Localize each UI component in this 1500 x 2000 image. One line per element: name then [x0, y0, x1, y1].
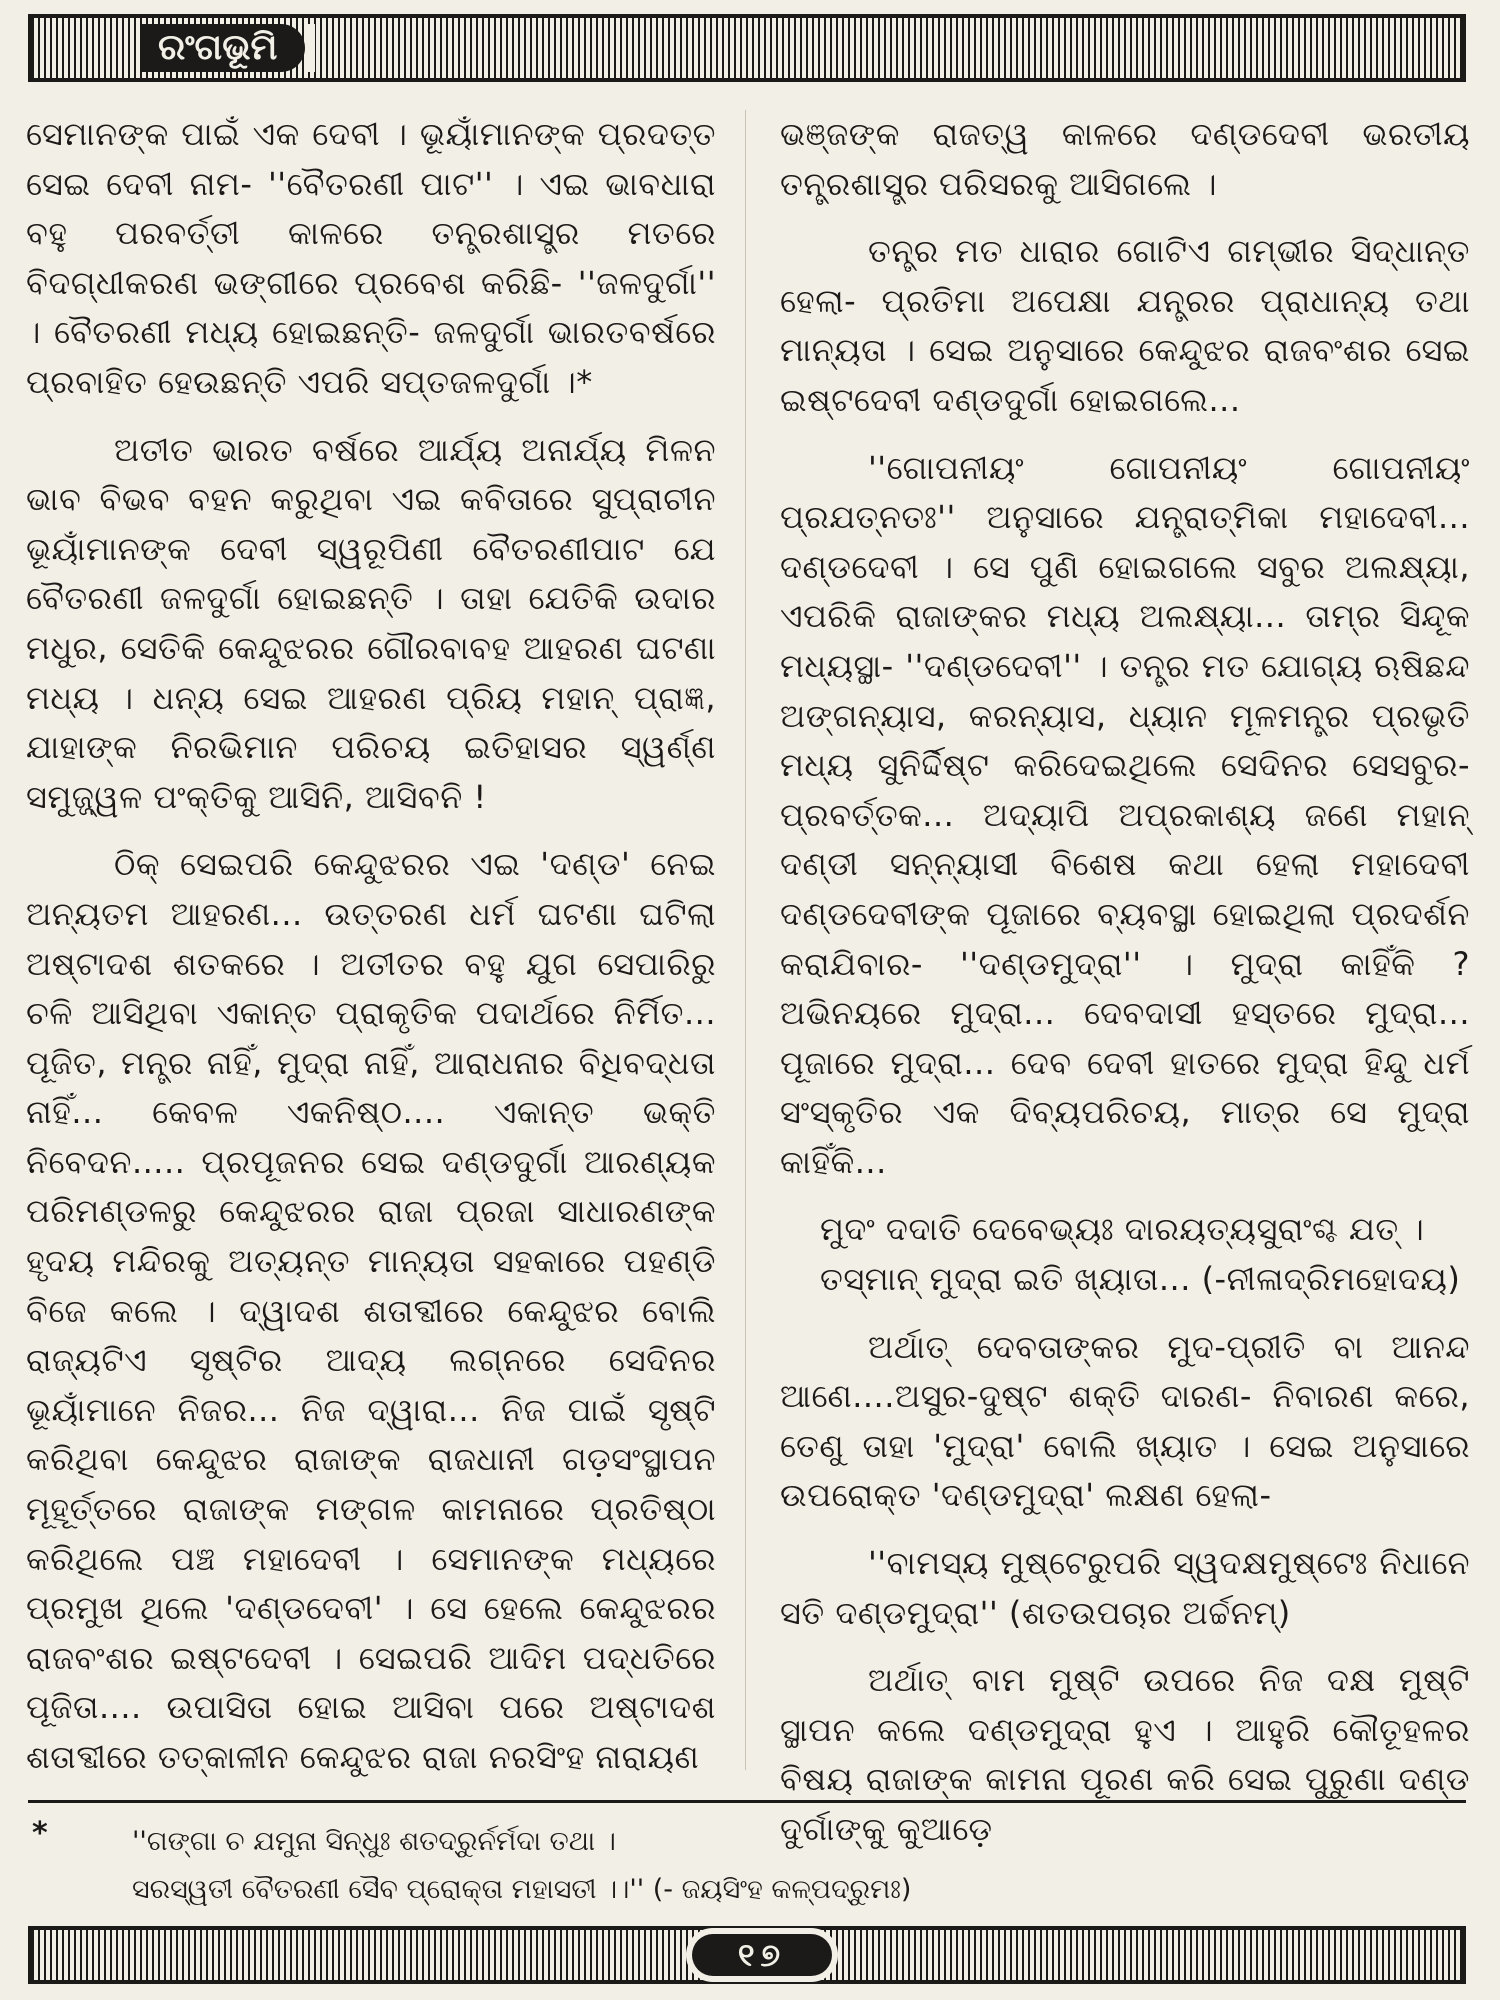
paragraph: ଅର୍ଥାତ୍ ଦେବତାଙ୍କର ମୁଦ-ପ୍ରୀତି ବା ଆନନ୍ଦ ଆଣେ....ଅସୁର-ଦୁଷ୍ଟ ଶକ୍ତି ଦାରଣ- ନିବାରଣ କରେ, ତେଣୁ ତାହା 'ମୁଦ୍ରା' ବୋଲି ଖ୍ୟାତ । ସେଇ ଅନୁସାରେ ଉପରୋକ୍ତ 'ଦଣ୍ଡମୁଦ୍ରା' ଲକ୍ଷଣ ହେଲା-	[780, 1327, 1470, 1515]
right-column	[780, 110, 1470, 1873]
column-divider	[745, 110, 746, 1770]
section-title: ରଂଗଭୂମି	[140, 24, 305, 72]
footnote-marker: *	[32, 1816, 48, 1851]
footnote	[32, 1818, 1452, 1914]
footnote-line: ''ଗଙ୍ଗା ଚ ଯମୁନା ସିନ୍ଧୁଃ ଶତଦ୍ରୁର୍ନର୍ମଦା ତଥା ।	[132, 1826, 616, 1857]
page-number: ୧୭	[692, 1934, 832, 1976]
paragraph: ଠିକ୍ ସେଇପରି କେନ୍ଦୁଝରର ଏଇ 'ଦଣ୍ଡ' ନେଇ ଅନ୍ୟତମ ଆହରଣ... ଉତ୍ତରଣ ଧର୍ମ ଘଟଣା ଘଟିଲା ଅଷ୍ଟାଦଶ ଶତକରେ । ଅତୀତର ବହୁ ଯୁଗ ସେପାରିରୁ ଚଳି ଆସିଥିବା ଏକାନ୍ତ ପ୍ରାକୃତିକ ପଦାର୍ଥରେ ନିର୍ମିତ... ପୂଜିତ, ମନ୍ତ୍ର ନାହିଁ, ମୁଦ୍ରା ନାହିଁ, ଆରାଧନାର ବିଧିବଦ୍ଧତା ନାହିଁ... କେବଳ ଏକନିଷ୍ଠ.... ଏକାନ୍ତ ଭକ୍ତି ନିବେଦନ..... ପ୍ରପୂଜନର ସେଇ ଦଣ୍ଡଦୁର୍ଗା ଆରଣ୍ୟକ ପରିମଣ୍ଡଳରୁ କେନ୍ଦୁଝରର ରାଜା ପ୍ରଜା ସାଧାରଣଙ୍କ ହୃଦୟ ମନ୍ଦିରକୁ ଅତ୍ୟନ୍ତ ମାନ୍ୟତା ସହକାରେ ପହଣ୍ଡି ବିଜେ କଲେ । ଦ୍ୱାଦଶ ଶତାବ୍ଦୀରେ କେନ୍ଦୁଝର ବୋଲି ରାଜ୍ୟଟିଏ ସୃଷ୍ଟିର ଆଦ୍ୟ ଲଗ୍ନରେ ସେଦିନର ଭୂୟାଁମାନେ ନିଜର... ନିଜ ଦ୍ୱାରା... ନିଜ ପାଇଁ ସୃଷ୍ଟି କରିଥିବା କେନ୍ଦୁଝର ରାଜାଙ୍କ ରାଜଧାନୀ ଗଡ଼ସଂସ୍ଥାପନ ମୂହୂର୍ତ୍ତରେ ରାଜାଙ୍କ ମଙ୍ଗଳ କାମନାରେ ପ୍ରତିଷ୍ଠା କରିଥିଲେ ପଞ୍ଚ ମହାଦେବୀ । ସେମାନଙ୍କ ମଧ୍ୟରେ ପ୍ରମୁଖ ଥିଲେ 'ଦଣ୍ଡଦେବୀ' । ସେ ହେଲେ କେନ୍ଦୁଝରର ରାଜବଂଶର ଇଷ୍ଟଦେବୀ । ସେଇପରି ଆଦିମ ପଦ୍ଧତିରେ ପୂଜିତା.... ଉପାସିତା ହୋଇ ଆସିବା ପରେ ଅଷ୍ଟାଦଶ ଶତାବ୍ଦୀରେ ତତ୍‌କାଳୀନ କେନ୍ଦୁଝର ରାଜା ନରସିଂହ ନାରାୟଣ	[26, 845, 716, 1776]
paragraph: ସେମାନଙ୍କ ପାଇଁ ଏକ ଦେବୀ । ଭୂୟାଁମାନଙ୍କ ପ୍ରଦତ୍ତ ସେଇ ଦେବୀ ନାମ- ''ବୈତରଣୀ ପାଟ'' । ଏଇ ଭାବଧାରା ବହୁ ପରବର୍ତ୍ତୀ କାଳରେ ତନ୍ତ୍ରଶାସ୍ତ୍ର ମତରେ ବିଦଗ୍ଧୀକରଣ ଭଙ୍ଗୀରେ ପ୍ରବେଶ କରିଛି- ''ଜଳଦୁର୍ଗା'' । ବୈତରଣୀ ମଧ୍ୟ ହୋଇଛନ୍ତି- ଜଳଦୁର୍ଗା ଭାରତବର୍ଷରେ ପ୍ରବାହିତ ହେଉଛନ୍ତି ଏପରି ସପ୍ତଜଳଦୁର୍ଗା ।*	[26, 115, 716, 401]
header-band	[28, 14, 1466, 82]
paragraph: ଅର୍ଥାତ୍ ବାମ ମୁଷ୍ଟି ଉପରେ ନିଜ ଦକ୍ଷ ମୁଷ୍ଟି ସ୍ଥାପନ କଲେ ଦଣ୍ଡମୁଦ୍ରା ହୁଏ । ଆହୁରି କୌତୂହଳର ବିଷୟ ରାଜାଙ୍କ କାମନା ପୂରଣ କରି ସେଇ ପୁରୁଣା ଦଣ୍ଡ ଦୁର୍ଗାଙ୍କୁ କୁଆଡ଼େ	[780, 1661, 1470, 1848]
footnote-line: ସରସ୍ୱତୀ ବୈତରଣୀ ସୈବ ପ୍ରୋକ୍ତା ମହାସତୀ ।।'' (- ଜୟସିଂହ କଳ୍ପଦ୍ରୁମଃ)	[132, 1874, 912, 1905]
footnote-divider	[28, 1800, 1466, 1803]
footer-band	[28, 1926, 1466, 1984]
left-column	[26, 110, 716, 1801]
paragraph: ଅତୀତ ଭାରତ ବର୍ଷରେ ଆର୍ଯ୍ୟ ଅନାର୍ଯ୍ୟ ମିଳନ ଭାବ ବିଭବ ବହନ କରୁଥିବା ଏଇ କବିତାରେ ସୁପ୍ରାଚୀନ ଭୂୟାଁମାନଙ୍କ ଦେବୀ ସ୍ୱରୂପିଣୀ ବୈତରଣୀପାଟ ଯେ ବୈତରଣୀ ଜଳଦୁର୍ଗା ହୋଇଛନ୍ତି । ତାହା ଯେତିକି ଉଦାର ମଧୁର, ସେତିକି କେନ୍ଦୁଝରର ଗୌରବାବହ ଆହରଣ ଘଟଣା ମଧ୍ୟ । ଧନ୍ୟ ସେଇ ଆହରଣ ପ୍ରିୟ ମହାନ୍ ପ୍ରାଜ୍ଞ, ଯାହାଙ୍କ ନିରଭିମାନ ପରିଚୟ ଇତିହାସର ସ୍ୱର୍ଣ୍ଣ ସମୁଜ୍ଜ୍ୱଳ ପଂକ୍ତିକୁ ଆସିନି, ଆସିବନି !	[26, 430, 716, 816]
paragraph: ''ଗୋପନୀୟଂ ଗୋପନୀୟଂ ଗୋପନୀୟଂ ପ୍ରଯତ୍ନତଃ'' ଅନୁସାରେ ଯନ୍ତ୍ରାତ୍ମିକା ମହାଦେବୀ... ଦଣ୍ଡଦେବୀ । ସେ ପୁଣି ହୋଇଗଲେ ସବୁର ଅଲକ୍ଷ୍ୟା, ଏପରିକି ରାଜାଙ୍କର ମଧ୍ୟ ଅଲକ୍ଷ୍ୟା... ତାମ୍ର ସିନ୍ଦୂକ ମଧ୍ୟସ୍ଥା- ''ଦଣ୍ଡଦେବୀ'' । ତନ୍ତ୍ର ମତ ଯୋଗ୍ୟ ଋଷିଛନ୍ଦ ଅଙ୍ଗନ୍ୟାସ, କରନ୍ୟାସ, ଧ୍ୟାନ ମୂଳମନ୍ତ୍ର ପ୍ରଭୃତି ମଧ୍ୟ ସୁନିର୍ଦ୍ଦିଷ୍ଟ କରିଦେଇଥିଲେ ସେଦିନର ସେସବୁର- ପ୍ରବର୍ତ୍ତକ... ଅଦ୍ୟାପି ଅପ୍ରକାଶ୍ୟ ଜଣେ ମହାନ୍ ଦଣ୍ଡୀ ସନ୍ନ୍ୟାସୀ ବିଶେଷ କଥା ହେଲା ମହାଦେବୀ ଦଣ୍ଡଦେବୀଙ୍କ ପୂଜାରେ ବ୍ୟବସ୍ଥା ହୋଇଥିଲା ପ୍ରଦର୍ଶନ କରାଯିବାର- ''ଦଣ୍ଡମୁଦ୍ରା'' । ମୁଦ୍ରା କାହିଁକି ? ଅଭିନୟରେ ମୁଦ୍ରା... ଦେବଦାସୀ ହସ୍ତରେ ମୁଦ୍ରା... ପୂଜାରେ ମୁଦ୍ରା... ଦେବ ଦେବୀ ହାତରେ ମୁଦ୍ରା ହିନ୍ଦୁ ଧର୍ମ ସଂସ୍କୃତିର ଏକ ଦିବ୍ୟପରିଚୟ, ମାତ୍ର ସେ ମୁଦ୍ରା କାହିଁକି...	[780, 448, 1470, 1181]
quote-paragraph: ''ବାମସ୍ୟ ମୁଷ୍ଟେରୁପରି ସ୍ୱଦକ୍ଷମୁଷ୍ଟେଃ ନିଧାନେ ସତି ଦଣ୍ଡମୁଦ୍ରା'' (ଶତଉପଚାର ଅର୍ଚ୍ଚନମ୍)	[780, 1544, 1470, 1632]
verse-line: ମୁଦଂ ଦଦାତି ଦେବେଭ୍ୟଃ ଦାରୟତ୍ୟସୁରାଂଶ୍ଚ ଯତ୍ ।	[820, 1210, 1425, 1249]
paragraph: ଭଞ୍ଜଙ୍କ ରାଜତ୍ୱ କାଳରେ ଦଣ୍ଡଦେବୀ ଭରତୀୟ ତନ୍ତ୍ରଶାସ୍ତ୍ର ପରିସରକୁ ଆସିଗଲେ ।	[780, 115, 1470, 203]
verse-line: ତସ୍ମାନ୍ ମୁଦ୍ରା ଇତି ଖ୍ୟାତା... (-ନୀଳାଦ୍ରିମହୋଦୟ)	[820, 1260, 1461, 1299]
paragraph: ତନ୍ତ୍ର ମତ ଧାରାର ଗୋଟିଏ ଗମ୍ଭୀର ସିଦ୍ଧାନ୍ତ ହେଲା- ପ୍ରତିମା ଅପେକ୍ଷା ଯନ୍ତ୍ରର ପ୍ରାଧାନ୍ୟ ତଥା ମାନ୍ୟତା । ସେଇ ଅନୁସାରେ କେନ୍ଦୁଝର ରାଜବଂଶର ସେଇ ଇଷ୍ଟଦେବୀ ଦଣ୍ଡଦୁର୍ଗା ହୋଇଗଲେ...	[780, 232, 1470, 419]
